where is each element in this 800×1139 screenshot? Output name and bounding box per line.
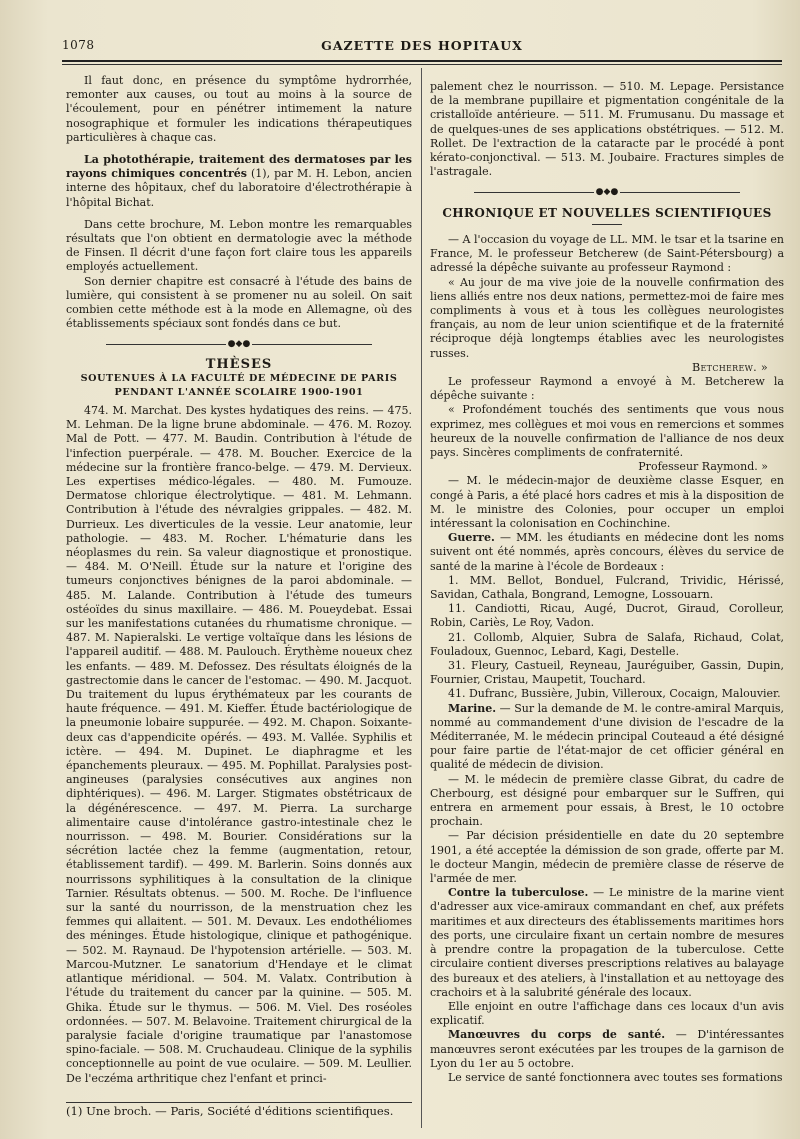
left-column xyxy=(66,74,412,1086)
page-number: 1078 xyxy=(62,38,95,52)
list-item: 41. Dufranc, Bussière, Jubin, Villeroux, Cocaign, Malouvier. xyxy=(448,687,781,701)
paragraph: — Par décision présidentielle en date du 20 septembre 1901, a été acceptée la démission de son grade, offerte par M. le docteur Mangin, médecin de première classe de réserve de l'armée de mer. xyxy=(430,829,784,886)
theses-list: 474. M. Marchat. Des kystes hydatiques des reins. — 475. M. Lehman. De la ligne brune abdominale. — 476. M. Rozoy. Mal de Pott. — 477. M. Baudin. Contribution à l'étude de l'infection puerpérale. — 478. M. Boucher. Exercice de la médecine sur la frontière franco-belge. — 479. M. Dervieux. Les expertises médico-légales. — 480. M. Fumouze. Dermatose chlorique électrolytique. — 481. M. Lehmann. Contribution à l'étude des névralgies grippales. — 482. M. Durrieux. Les diverticules de la vessie. Leur anatomie, leur pathologie. — 483. M. Rocher. L'hématurie dans les néoplasmes du rein. Sa valeur diagnostique et pronostique. — 484. M. O'Neill. Étude sur la nature et l'origine des tumeurs conjonctives bénignes de la paroi abdominale. — 485. M. Lalande. Contribution à l'étude des tumeurs ostéoïdes du sinus maxillaire. — 486. M. Poueydebat. Essai sur les manifestations cutanées du rhumatisme chronique. — 487. M. Napieralski. Le vertige voltaïque dans les lésions de l'appareil auditif. — 488. M. Paulouch. Érythème noueux chez les enfants. — 489. M. Defossez. Des résultats éloignés de la gastrectomie dans le cancer de l'estomac. — 490. M. Jacquot. Du traitement du lupus érythémateux par les courants de haute fréquence. — 491. M. Kieffer. Étude bactériologique de la pneumonie lobaire suppurée. — 492. M. Chapon. Soixante-deux cas d'appendicite opérés. — 493. M. Vallée. Syphilis et ictère. — 494. M. Dupinet. Le diaphragme et les épanchements pleuraux. — 495. M. Pophillat. Paralysies post-angineuses (paralysies consécutives aux angines non diphtériques). — 496. M. Larger. Stigmates obstétricaux de la dégénérescence. — 497. M. Pierra. La surcharge alimentaire cause d'intolérance gastro-intestinale chez le nourrisson. — 498. M. Bourier. Considérations sur la sécrétion lactée chez la femme (augmentation, retour, établissement tardif). — 499. M. Barlerin. Soins donnés aux nourrissons syphilitiques à la consultation de la clinique Tarnier. Résultats obtenus. — 500. M. Roche. De l'influence sur la santé du nourrisson, de la menstruation chez les femmes qui allaitent. — 501. M. Devaux. Les endothéliomes des méninges. Étude histologique, clinique et pathogénique. — 502. M. Raynaud. De l'hypotension artérielle. — 503. M. Marcou-Mutzner. Le sanatorium d'Hendaye et le climat atlantique méridional. — 504. M. Valatx. Contribution à l'étude du traitement du cancer par la quinine. — 505. M. Ghika. Étude sur le thymus. — 506. M. Viel. Des roséoles ordonnées. — 507. M. Belavoine. Traitement chirurgical de la paralysie faciale d'origine traumatique par l'anastomose spino-faciale. — 508. M. Cruchaudeau. Clinique de la syphilis conceptionnelle au point de vue oculaire. — 509. M. Leullier. De l'eczéma arthritique chez l'enfant et princi- xyxy=(66,403,412,1085)
chronicle-title: CHRONIQUE ET NOUVELLES SCIENTIFIQUES xyxy=(442,205,772,220)
list-item: 31. Fleury, Castueil, Reyneau, Jauréguiber, Gassin, Dupin, Fournier, Cristau, Maupetit, Touchard. xyxy=(430,659,784,687)
section-label: Guerre. xyxy=(448,531,495,545)
header-rule-thin xyxy=(62,64,782,65)
paragraph: Il faut donc, en présence du symptôme hydrorrhée, remonter aux causes, ou tout au moins à la source de l'écoulement, pour en pénétrer intimement la nature nosographique et formuler les indications thérapeutiques particulières à chaque cas. xyxy=(66,74,412,144)
signature: Professeur Raymond. » xyxy=(638,460,768,474)
footnote-rule xyxy=(66,1102,412,1103)
marine-paragraph xyxy=(430,702,784,773)
paragraph-text: — Le ministre de la marine vient d'adresser aux vice-amiraux commandant en chef, aux préfets maritimes et aux directeurs des établissements maritimes hors des ports, une circulaire fixant un certain nombre de mesures à prendre contre la propagation de la tuberculose. Cette circulaire contient diverses prescriptions relatives au balayage des bureaux et des ateliers, à l'installation et au nettoyage des crachoirs et à la salubrité générale des locaux. xyxy=(430,886,784,999)
short-rule xyxy=(592,224,622,225)
theses-continuation: palement chez le nourrisson. — 510. M. Lepage. Persistance de la membrane pupillaire et pigmentation congénitale de la cristalloïde antérieure. — 511. M. Frumusanu. Du massage et de quelques-unes de ses applications obstétriques. — 512. M. Rollet. De l'extraction de la cataracte par le procédé à pont kérato-conjonctival. — 513. M. Joubaire. Fractures simples de l'astragale. xyxy=(430,80,784,179)
book-review-heading xyxy=(66,153,412,210)
paragraph: — A l'occasion du voyage de LL. MM. le tsar et la tsarine en France, M. le professeur Betcherew (de Saint-Pétersbourg) a adressé la dépêche suivante au professeur Raymond : xyxy=(430,232,784,275)
paragraph: Son dernier chapitre est consacré à l'étude des bains de lumière, qui consistent à se promener nu au soleil. On sait combien cette méthode est à la mode en Allemagne, où des établissements spéciaux sont fondés dans ce but. xyxy=(66,274,412,331)
journal-title: GAZETTE DES HOPITAUX xyxy=(321,38,523,53)
list-item: 1. MM. Bellot, Bonduel, Fulcrand, Trividic, Hérissé, Savidan, Cathala, Bongrand, Lemogne, Lossouarn. xyxy=(430,573,784,602)
book-credit: (1), par M. H. Lebon, ancien interne des hôpitaux, chef du laboratoire d'électrothérapie à l'hôpital Bichat. xyxy=(66,167,412,209)
paragraph: Dans cette brochure, M. Lebon montre les remarquables résultats que l'on obtient en dermatologie avec la méthode de Finsen. Il décrit d'une façon fort claire tous les appareils employés actuellement. xyxy=(66,217,412,274)
paragraph: Elle enjoint en outre l'affichage dans ces locaux d'un avis explicatif. xyxy=(430,999,784,1028)
section-label: Contre la tuberculose. xyxy=(448,886,589,900)
paragraph-text: — D'intéressantes manœuvres seront exécutées par les troupes de la garnison de Lyon du 1er au 5 octobre. xyxy=(430,1028,784,1070)
header-rule xyxy=(62,60,782,62)
quote: « Profondément touchés des sentiments que vous nous exprimez, mes collègues et moi vous en remercions et sommes heureux de la nouvelle confirmation de l'alliance de nos deux pays. Sincères compliments de confraternité. xyxy=(430,403,784,459)
section-label: Marine. xyxy=(448,701,497,715)
paragraph: Le professeur Raymond a envoyé à M. Betcherew la dépêche suivante : xyxy=(430,374,784,403)
list-item: 21. Collomb, Alquier, Subra de Salafa, Richaud, Colat, Fouladoux, Guennoc, Lebard, Kagi, Destelle. xyxy=(430,630,784,658)
tuberculose-paragraph xyxy=(430,886,784,1000)
footnote: (1) Une broch. — Paris, Société d'éditions scientifiques. xyxy=(66,1104,394,1118)
theses-subtitle-1: SOUTENUES À LA FACULTÉ DE MÉDECINE DE PARIS xyxy=(80,372,398,384)
section-ornament: ●◆● xyxy=(66,337,412,351)
section-ornament: ●◆● xyxy=(430,185,784,199)
quote: « Au jour de ma vive joie de la nouvelle confirmation des liens alliés entre nos deux nations, permettez-moi de faire mes compliments à vous et à tous les collègues neurologistes français, au nom de leur union scientifique et de la fraternité réciproque déjà longtemps établies avec les neurologistes russes. xyxy=(430,275,784,360)
theses-subtitle-2: PENDANT L'ANNÉE SCOLAIRE 1900-1901 xyxy=(114,386,364,398)
list-item: 11. Candiotti, Ricau, Augé, Ducrot, Giraud, Corolleur, Robin, Cariès, Le Roy, Vadon. xyxy=(430,602,784,630)
page-header xyxy=(62,34,782,60)
paragraph: Le service de santé fonctionnera avec toutes ses formations xyxy=(448,1070,783,1084)
manoeuvres-paragraph xyxy=(430,1028,784,1071)
paragraph-text: — MM. les étudiants en médecine dont les noms suivent ont été nommés, après concours, élèves du service de santé de la marine à l'école de Bordeaux : xyxy=(430,531,784,573)
right-column xyxy=(430,80,784,1085)
column-divider xyxy=(421,68,422,1128)
guerre-paragraph xyxy=(430,531,784,574)
paragraph-text: — Sur la demande de M. le contre-amiral Marquis, nommé au commandement d'une division de l'escadre de la Méditerranée, M. le médecin principal Couteaud a été désigné pour faire partie de l'état-major de cet officier général en qualité de médecin de division. xyxy=(430,701,784,772)
paragraph: — M. le médecin-major de deuxième classe Esquer, en congé à Paris, a été placé hors cadres et mis à la disposition de M. le ministre des Colonies, pour occuper un emploi intéressant la colonisation en Cochinchine. xyxy=(430,474,784,530)
signature: Betcherew. » xyxy=(692,360,768,374)
theses-title: THÈSES xyxy=(205,356,273,372)
book-title: La photothérapie, traitement des dermatoses par les rayons chimiques concentrés xyxy=(66,153,412,181)
paragraph: — M. le médecin de première classe Gibrat, du cadre de Cherbourg, est désigné pour embarquer sur le Suffren, qui entrera en armement pour essais, à Brest, le 10 octobre prochain. xyxy=(430,772,784,829)
section-label: Manœuvres du corps de santé. xyxy=(448,1028,666,1042)
